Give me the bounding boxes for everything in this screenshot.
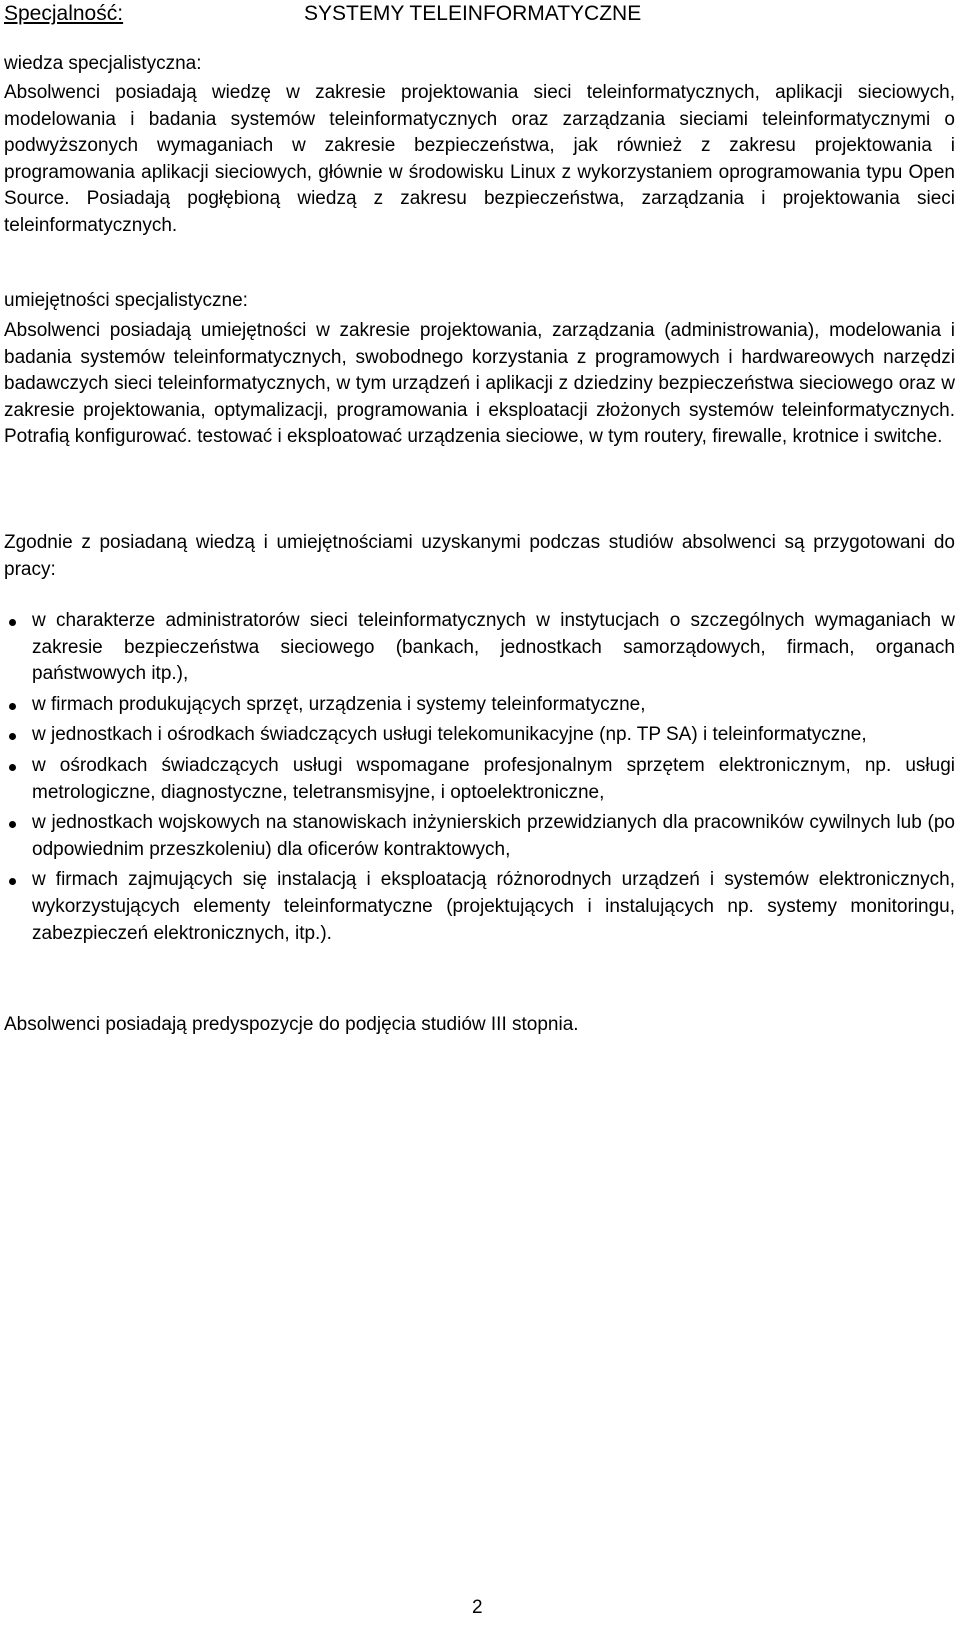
closing-paragraph: Absolwenci posiadają predyspozycje do podjęcia studiów III stopnia. bbox=[4, 1014, 579, 1035]
list-item bbox=[4, 867, 955, 947]
bullet-icon bbox=[9, 619, 16, 626]
list-item bbox=[4, 722, 955, 749]
list-item bbox=[4, 753, 955, 806]
knowledge-paragraph: Absolwenci posiadają wiedzę w zakresie projektowania sieci teleinformatycznych, aplikacji sieciowych, modelowania i badania systemów teleinformatycznych oraz zarządzania sieciami teleinformatycznymi o podwyższonych wymaganiach w zakresie bezpieczeństwa, jak również z zakresu projektowania i programowania aplikacji sieciowych, głównie w środowisku Linux z wykorzystaniem oprogramowania typu Open Source. Posiadają pogłębioną wiedzą z zakresu bezpieczeństwa, zarządzania i projektowania sieci teleinformatycznych. bbox=[4, 82, 955, 236]
list-item-text: w ośrodkach świadczących usługi wspomagane profesjonalnym sprzętem elektronicznym, np. usługi metrologiczne, diagnostyczne, teletransmisyjne, i optoelektroniczne, bbox=[32, 754, 955, 803]
list-item-text: w jednostkach wojskowych na stanowiskach inżynierskich przewidzianych dla pracowników cywilnych lub (po odpowiednim przeszkoleniu) dla oficerów kontraktowych, bbox=[32, 812, 955, 860]
list-item bbox=[4, 608, 955, 688]
bullet-icon bbox=[9, 733, 16, 740]
list-item bbox=[4, 692, 955, 719]
employment-list bbox=[4, 608, 955, 951]
list-item-text: w jednostkach i ośrodkach świadczących usługi telekomunikacyjne (np. TP SA) i teleinformatyczne, bbox=[32, 724, 867, 746]
employment-intro: Zgodnie z posiadaną wiedzą i umiejętnościami uzyskanymi podczas studiów absolwenci są przygotowani do pracy: bbox=[4, 532, 955, 580]
bullet-icon bbox=[9, 878, 16, 885]
skills-heading: umiejętności specjalistyczne: bbox=[4, 290, 248, 311]
list-item bbox=[4, 810, 955, 863]
page-number: 2 bbox=[472, 1597, 483, 1618]
specialty-title: SYSTEMY TELEINFORMATYCZNE bbox=[304, 2, 642, 25]
bullet-icon bbox=[9, 703, 16, 710]
list-item-text: w charakterze administratorów sieci teleinformatycznych w instytucjach o szczególnych wymaganiach w zakresie bezpieczeństwa sieciowego (bankach, jednostkach samorządowych, firmach, organach państwowych itp.), bbox=[32, 610, 955, 685]
bullet-icon bbox=[9, 821, 16, 828]
list-item-text: w firmach zajmujących się instalacją i eksploatacją różnorodnych urządzeń i systemów elektronicznych, wykorzystujących elementy teleinformatyczne (projektujących i instalujących np. systemy monitoringu, zabezpieczeń elektronicznych, itp.). bbox=[32, 869, 955, 944]
skills-paragraph: Absolwenci posiadają umiejętności w zakresie projektowania, zarządzania (administrowania), modelowania i badania systemów teleinformatycznych, swobodnego korzystania z programowych i hardwareowych narzędzi badawczych sieci teleinformatycznych, w tym urządzeń i aplikacji z dziedziny bezpieczeństwa sieciowego oraz w zakresie projektowania, optymalizacji, programowania i eksploatacji złożonych systemów teleinformatycznych. Potrafią konfigurować. testować i eksploatować urządzenia sieciowe, w tym routery, firewalle, krotnice i switche. bbox=[4, 320, 955, 448]
specialty-label: Specjalność: bbox=[4, 2, 124, 25]
specialty-header bbox=[4, 0, 954, 30]
bullet-icon bbox=[9, 764, 16, 771]
knowledge-heading: wiedza specjalistyczna: bbox=[4, 53, 202, 74]
list-item-text: w firmach produkujących sprzęt, urządzenia i systemy teleinformatyczne, bbox=[32, 693, 646, 715]
